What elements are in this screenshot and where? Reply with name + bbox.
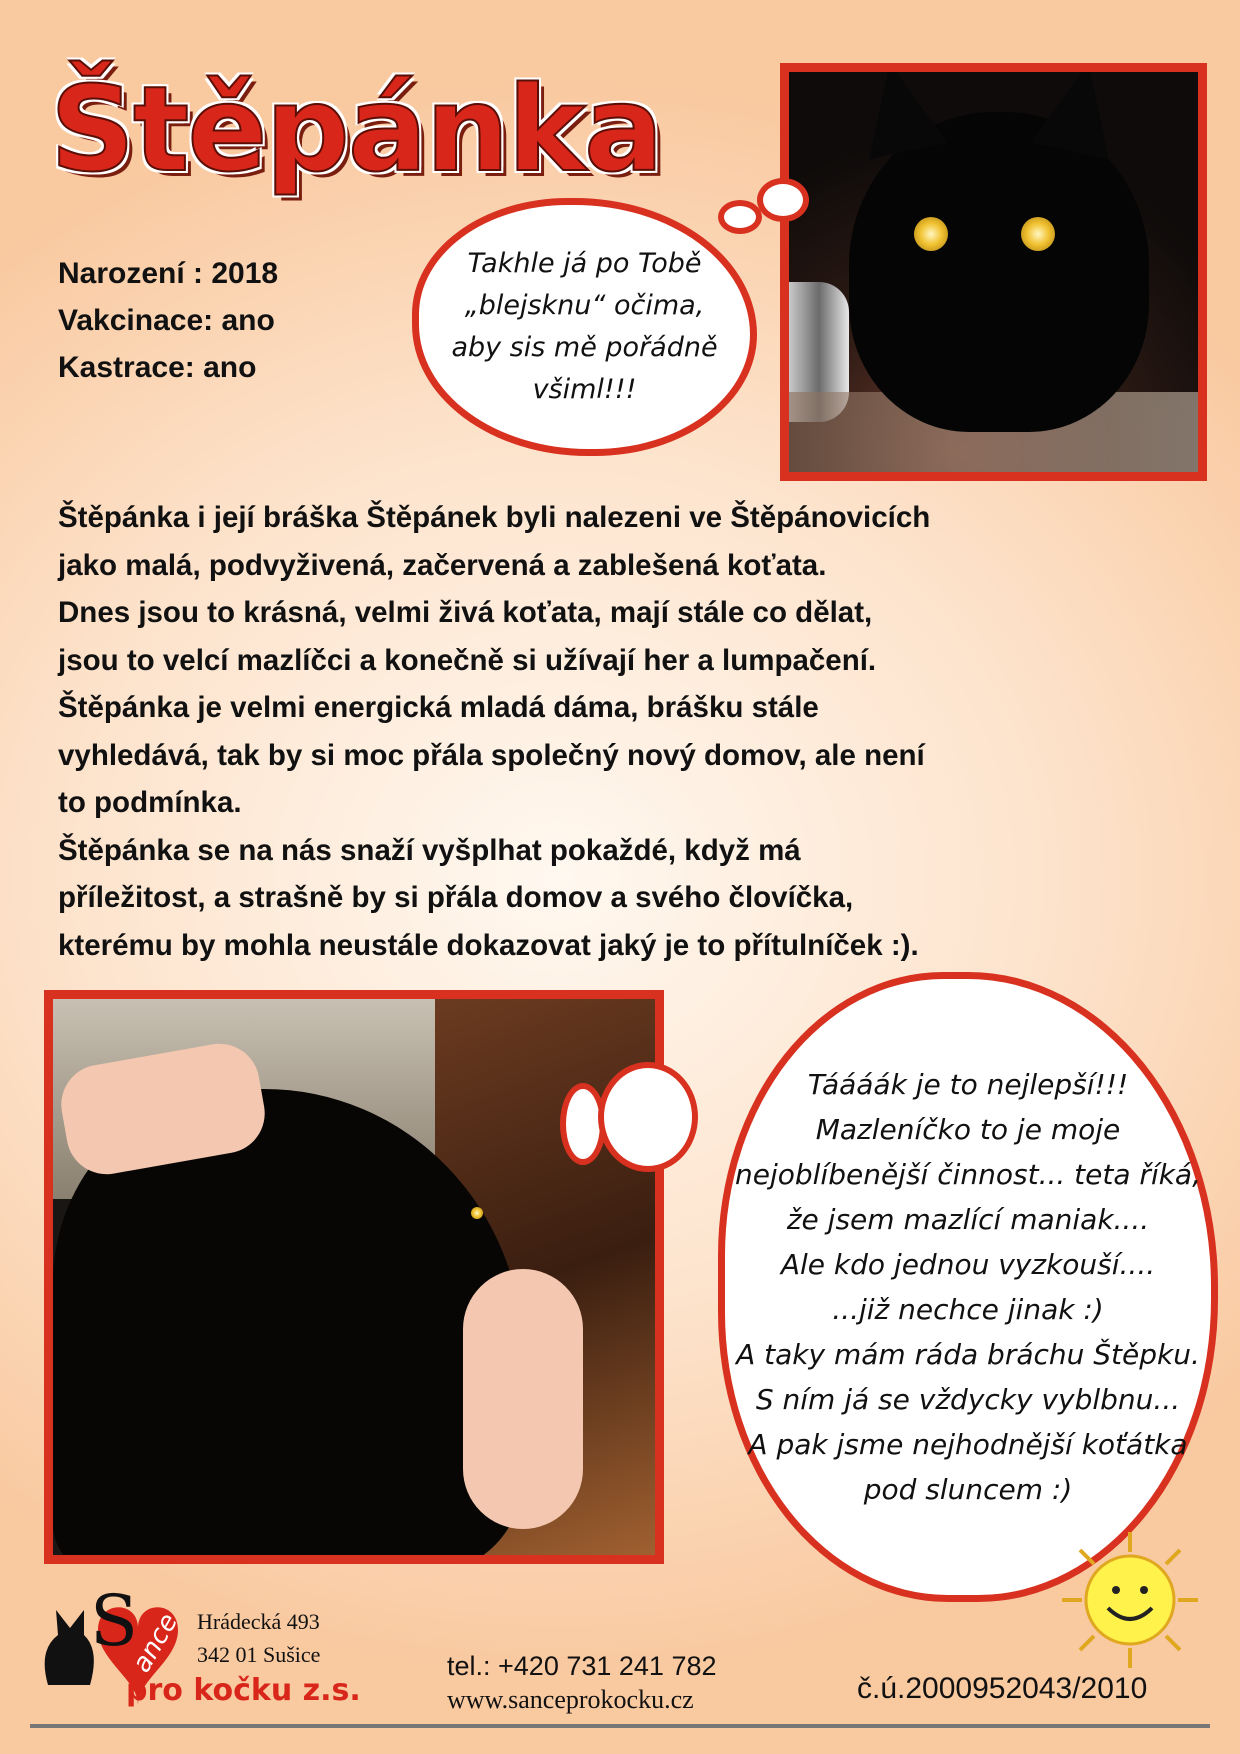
speech-bubble-bottom-text: Táááák je to nejlepší!!! Mazleníčko to je moje nejoblíbenější činnost... teta říká, že jsem mazlící maniak.... Ale kdo jednou vyzkouší.... ...již nechce jinak :) A taky mám ráda bráchu Štěpku. S ním já se vždycky vyblbnu... A pak jsme nejhodnější koťátka pod sluncem :) bbox=[734, 1068, 1201, 1506]
contact-info bbox=[447, 1650, 717, 1716]
page-title: Štěpánka bbox=[50, 60, 662, 198]
thought-dot bbox=[757, 178, 809, 222]
address bbox=[197, 1605, 320, 1671]
address-street: Hrádecká 493 bbox=[197, 1609, 320, 1634]
website-link[interactable]: www.sanceprokocku.cz bbox=[447, 1685, 694, 1714]
birth-fact: Narození : 2018 bbox=[58, 257, 279, 290]
logo-word: ance bbox=[126, 1608, 185, 1678]
phone-number: tel.: +420 731 241 782 bbox=[447, 1651, 717, 1681]
thought-dot bbox=[718, 200, 762, 234]
footer-divider bbox=[30, 1724, 1210, 1728]
vaccination-fact: Vakcinace: ano bbox=[58, 304, 275, 337]
description-text: Štěpánka i její bráška Štěpánek byli nalezeni ve Štěpánovicích jako malá, podvyživená, začervená a zablešená koťata. Dnes jsou to krásná, velmi živá koťata, mají stále co dělat, jsou to velcí mazlíčci a konečně si užívají her a lumpačení. Štěpánka je velmi energická mladá dáma, brášku stále vyhledává, tak by si moc přála společný nový domov, ale není to podmínka. Štěpánka se na nás snaží vyšplhat pokaždé, když má příležitost, a strašně by si přála domov a svého človíčka, kterému by mohla neustále dokazovat jaký je to přítulníček :). bbox=[58, 501, 931, 962]
cat-photo-bottom bbox=[44, 990, 664, 1564]
speech-bubble-bottom bbox=[718, 972, 1218, 1602]
cat-facts bbox=[58, 250, 278, 391]
logo-org-name: pro kočku z.s. bbox=[126, 1673, 361, 1708]
address-city: 342 01 Sušice bbox=[197, 1642, 321, 1667]
castration-fact: Kastrace: ano bbox=[58, 351, 257, 384]
svg-text:Š: Š bbox=[90, 1590, 138, 1662]
cat-photo-top bbox=[780, 63, 1207, 481]
speech-bubble-top-text: Takhle já po Tobě „blejsknu“ očima, aby sis mě pořádně všiml!!! bbox=[451, 248, 718, 405]
thought-dot bbox=[598, 1062, 698, 1172]
sun-icon bbox=[1060, 1530, 1200, 1670]
speech-bubble-top bbox=[412, 198, 757, 456]
bank-account: č.ú.2000952043/2010 bbox=[857, 1672, 1148, 1705]
